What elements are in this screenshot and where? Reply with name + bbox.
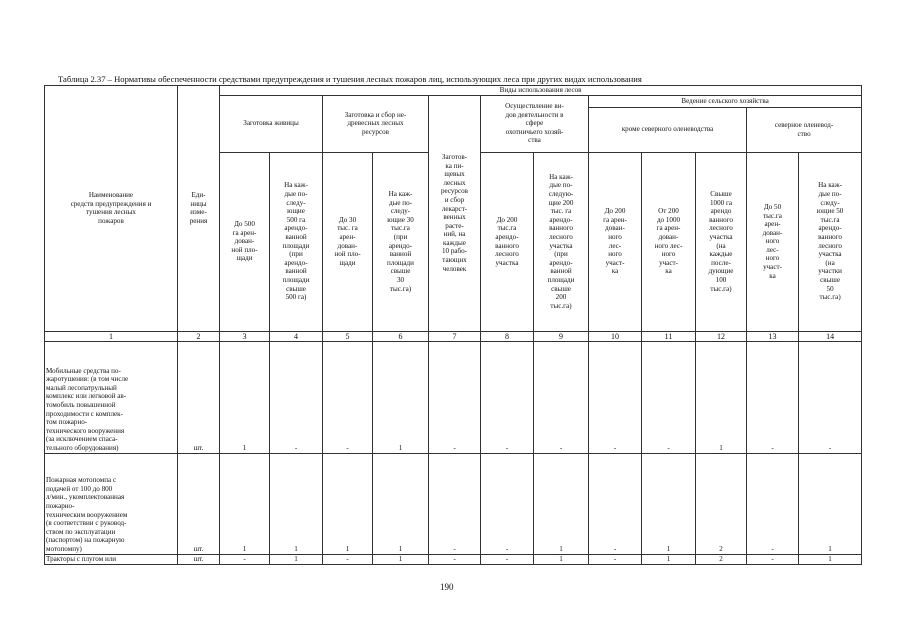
row-value-cell: - bbox=[270, 341, 323, 453]
column-number: 8 bbox=[481, 331, 534, 341]
row-value-cell: - bbox=[429, 453, 481, 554]
header-col-5: До 30 тыс. га арен- дован- ной пло- щади bbox=[323, 152, 373, 331]
row-value-cell: 1 bbox=[642, 554, 696, 564]
column-number: 7 bbox=[429, 331, 481, 341]
row-value-cell: - bbox=[481, 341, 534, 453]
column-number: 2 bbox=[178, 331, 220, 341]
header-resin: Заготовка живицы bbox=[220, 95, 323, 152]
header-col-3: До 500 га арен- дован- ной пло- щади bbox=[220, 152, 270, 331]
header-row-1 bbox=[45, 86, 862, 96]
column-number: 6 bbox=[373, 331, 429, 341]
header-col-14: На каж- дые по- следу- ющие 50 тыс.га арендо- ванного лесного участка (на участки свыше 50 тыс.га) bbox=[799, 152, 862, 331]
row-value-cell: 1 bbox=[220, 453, 270, 554]
row-value-cell: - bbox=[589, 453, 642, 554]
row-value-cell: - bbox=[642, 341, 696, 453]
row-unit-cell: шт. bbox=[178, 453, 220, 554]
standards-table bbox=[44, 85, 862, 565]
header-north: северное оленевод- ство bbox=[747, 107, 862, 152]
row-value-cell: 1 bbox=[696, 341, 747, 453]
row-value-cell: - bbox=[481, 453, 534, 554]
row-value-cell: 2 bbox=[696, 453, 747, 554]
column-number-row bbox=[45, 331, 862, 341]
row-value-cell: - bbox=[220, 554, 270, 564]
page-number: 190 bbox=[440, 582, 454, 592]
table-caption: Таблица 2.37 – Нормативы обеспеченности средствами предупреждения и тушения лесных пожаров лиц, использующих леса при других видах использования bbox=[58, 74, 642, 84]
column-number: 1 bbox=[45, 331, 178, 341]
header-food: Заготов- ка пи- щевых лесных ресурсов и сбор лекарст- венных расте- ний, на каждые 10 рабо- тающих человек bbox=[429, 95, 481, 331]
row-value-cell: 1 bbox=[534, 453, 589, 554]
table-row bbox=[45, 453, 862, 554]
header-col-6: На каж- дые по- следу- ющие 30 тыс.га (при арендо- ванной площади свыше 30 тыс.га) bbox=[373, 152, 429, 331]
header-hunting: Осуществление ви- дов деятельности в сфере охотничьего хозяй- ства bbox=[481, 95, 589, 152]
row-value-cell: 1 bbox=[534, 554, 589, 564]
column-number: 11 bbox=[642, 331, 696, 341]
row-value-cell: 1 bbox=[220, 341, 270, 453]
header-col-8: До 200 тыс.га арендо- ванного лесного участка bbox=[481, 152, 534, 331]
table-row bbox=[45, 341, 862, 453]
header-col-9: На каж- дые по- следую- щие 200 тыс. га арендо- ванного лесного участка (при арендо- ванной площади свыше 200 тыс.га) bbox=[534, 152, 589, 331]
row-value-cell: - bbox=[323, 554, 373, 564]
header-col-13: До 50 тыс.га арен- дован- ного лес- ного участ- ка bbox=[747, 152, 799, 331]
header-forest-uses: Виды использования лесов bbox=[220, 86, 862, 96]
row-name-cell: Тракторы с плугом или bbox=[45, 554, 178, 564]
row-value-cell: - bbox=[429, 554, 481, 564]
row-value-cell: - bbox=[589, 554, 642, 564]
column-number: 4 bbox=[270, 331, 323, 341]
header-col-4: На каж- дые по- следу- ющие 500 га арендо- ванной площади (при арендо- ванной площади свыше 500 га) bbox=[270, 152, 323, 331]
row-value-cell: 1 bbox=[323, 453, 373, 554]
column-number: 10 bbox=[589, 331, 642, 341]
column-number: 5 bbox=[323, 331, 373, 341]
row-value-cell: 1 bbox=[373, 554, 429, 564]
column-number: 14 bbox=[799, 331, 862, 341]
column-number: 3 bbox=[220, 331, 270, 341]
row-value-cell: 1 bbox=[642, 453, 696, 554]
row-value-cell: 1 bbox=[270, 453, 323, 554]
row-value-cell: 1 bbox=[799, 554, 862, 564]
row-value-cell: - bbox=[747, 554, 799, 564]
row-value-cell: 1 bbox=[373, 453, 429, 554]
header-col-12: Свыше 1000 га арендо ванного лесного участка (на каждые после- дующие 100 тыс.га) bbox=[696, 152, 747, 331]
header-col-10: До 200 га арен- дован- ного лес- ного участ- ка bbox=[589, 152, 642, 331]
header-unit: Еди- ницы изме- рения bbox=[178, 86, 220, 332]
table-row bbox=[45, 554, 862, 564]
row-value-cell: 1 bbox=[799, 453, 862, 554]
row-unit-cell: шт. bbox=[178, 554, 220, 564]
header-nonwood: Заготовка и сбор не- древесных лесных ресурсов bbox=[323, 95, 429, 152]
row-value-cell: - bbox=[747, 453, 799, 554]
header-non-north: кроме северного оленеводства bbox=[589, 107, 747, 152]
header-name: Наименование средств предупреждения и тушения лесных пожаров bbox=[45, 86, 178, 332]
row-value-cell: 1 bbox=[270, 554, 323, 564]
column-number: 9 bbox=[534, 331, 589, 341]
row-value-cell: - bbox=[589, 341, 642, 453]
header-agriculture: Ведение сельского хозяйства bbox=[589, 95, 862, 107]
row-value-cell: - bbox=[534, 341, 589, 453]
row-value-cell: - bbox=[323, 341, 373, 453]
row-value-cell: - bbox=[429, 341, 481, 453]
row-value-cell: - bbox=[799, 341, 862, 453]
row-value-cell: - bbox=[747, 341, 799, 453]
column-number: 13 bbox=[747, 331, 799, 341]
row-name-cell: Мобильные средства по- жаротушения: (в том числе малый лесопатрульный комплекс или легковой ав- томобиль повышенной проходимости с комплек- том пожарно- технического вооружения (за исключением спаса- тельного оборудования) bbox=[45, 341, 178, 453]
header-col-11: От 200 до 1000 га арен- дован- ного лес- ного участ- ка bbox=[642, 152, 696, 331]
row-value-cell: - bbox=[481, 554, 534, 564]
row-unit-cell: шт. bbox=[178, 341, 220, 453]
column-number: 12 bbox=[696, 331, 747, 341]
row-value-cell: 1 bbox=[373, 341, 429, 453]
row-name-cell: Пожарная мотопомпа с подачей от 100 до 800 л/мин., укомплектованная пожарно- техническим вооружением (в соответствии с руковод- ством по эксплуатации (паспортом) на пожарную мотопомпу) bbox=[45, 453, 178, 554]
row-value-cell: 2 bbox=[696, 554, 747, 564]
